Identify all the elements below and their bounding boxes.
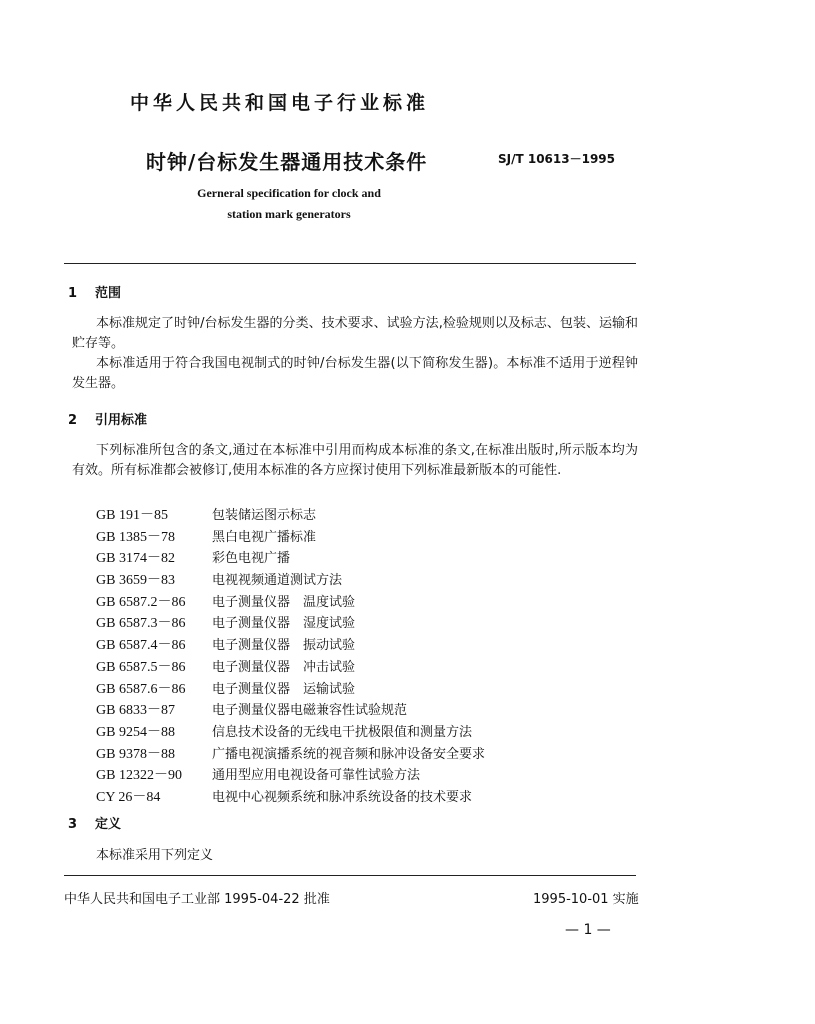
standard-title: 电子测量仪器 温度试验 [212,594,356,610]
standard-title: 通用型应用电视设备可靠性试验方法 [212,768,421,784]
standard-code: GB 12322－90 [96,768,182,784]
section-number: 1 [68,286,78,301]
standard-title: 广播电视演播系统的视音频和脉冲设备安全要求 [212,746,486,762]
section-1-paragraph-1: 本标准规定了时钟/台标发生器的分类、技术要求、试验方法,检验规则以及标志、包装、运输和贮存等。 [72,316,638,351]
list-item [96,765,485,787]
standard-code: GB 1385－78 [96,529,175,545]
standard-title: 电子测量仪器 冲击试验 [212,659,356,675]
standard-title: 电视视频通道测试方法 [212,573,343,589]
list-item [96,505,485,527]
english-title-line-2: station mark generators [227,207,351,221]
list-item [96,635,485,657]
standard-code: GB 9254－88 [96,724,175,740]
page-number: — 1 — [565,922,611,938]
header-divider [64,263,636,264]
list-item [96,613,485,635]
standard-code: GB 6587.3－86 [96,616,186,632]
section-3-paragraph-1: 本标准采用下列定义 [96,848,214,863]
standard-title: 电子测量仪器电磁兼容性试验规范 [212,703,408,719]
approval-note: 中华人民共和国电子工业部 1995-04-22 批准 [64,892,330,907]
standard-title: 电子测量仪器 振动试验 [212,638,356,654]
footer-divider [64,875,636,876]
standard-title: 电子测量仪器 运输试验 [212,681,356,697]
org-title: 中华人民共和国电子行业标准 [130,92,430,114]
standard-code: SJ/T 10613－1995 [498,152,616,166]
standard-code: GB 3174－82 [96,551,175,567]
standard-code: CY 26－84 [96,789,161,805]
section-number: 2 [68,413,78,428]
document-title: 时钟/台标发生器通用技术条件 [146,150,428,174]
list-item [96,527,485,549]
standard-code: GB 6587.6－86 [96,681,186,697]
list-item [96,592,485,614]
list-item [96,787,485,809]
section-2-heading [68,409,147,428]
standard-title: 信息技术设备的无线电干扰极限值和测量方法 [212,724,473,740]
section-title: 定义 [95,817,122,832]
section-number: 3 [68,817,78,832]
standard-code: GB 6587.4－86 [96,638,186,654]
section-title: 范围 [95,286,122,301]
section-1-heading [68,282,121,301]
list-item [96,722,485,744]
standard-title: 电子测量仪器 湿度试验 [212,616,356,632]
english-title-line-1: Gerneral specification for clock and [197,186,381,200]
standard-code: GB 191－85 [96,508,168,523]
list-item [96,679,485,701]
standard-title: 黑白电视广播标准 [212,529,317,545]
standard-code: GB 6833－87 [96,703,175,719]
implementation-date: 1995-10-01 实施 [533,892,639,907]
referenced-standards-list [96,505,485,809]
list-item [96,548,485,570]
section-3-heading [68,813,121,832]
list-item [96,700,485,722]
standard-title: 包装储运图示标志 [212,508,317,523]
section-2-paragraph-1: 下列标准所包含的条文,通过在本标准中引用而构成本标准的条文,在标准出版时,所示版本均为有效。所有标准都会被修订,使用本标准的各方应探讨使用下列标准最新版本的可能性. [72,443,638,478]
standard-code: GB 9378－88 [96,746,175,762]
section-1-paragraph-2: 本标准适用于符合我国电视制式的时钟/台标发生器(以下简称发生器)。本标准不适用于逆程钟发生器。 [72,356,638,391]
standard-code: GB 3659－83 [96,573,175,589]
standard-code: GB 6587.5－86 [96,659,186,675]
section-title: 引用标准 [95,413,148,428]
list-item [96,570,485,592]
standard-title: 彩色电视广播 [212,551,291,567]
standard-code: GB 6587.2－86 [96,594,186,610]
standard-title: 电视中心视频系统和脉冲系统设备的技术要求 [212,789,473,805]
list-item [96,657,485,679]
list-item [96,744,485,766]
